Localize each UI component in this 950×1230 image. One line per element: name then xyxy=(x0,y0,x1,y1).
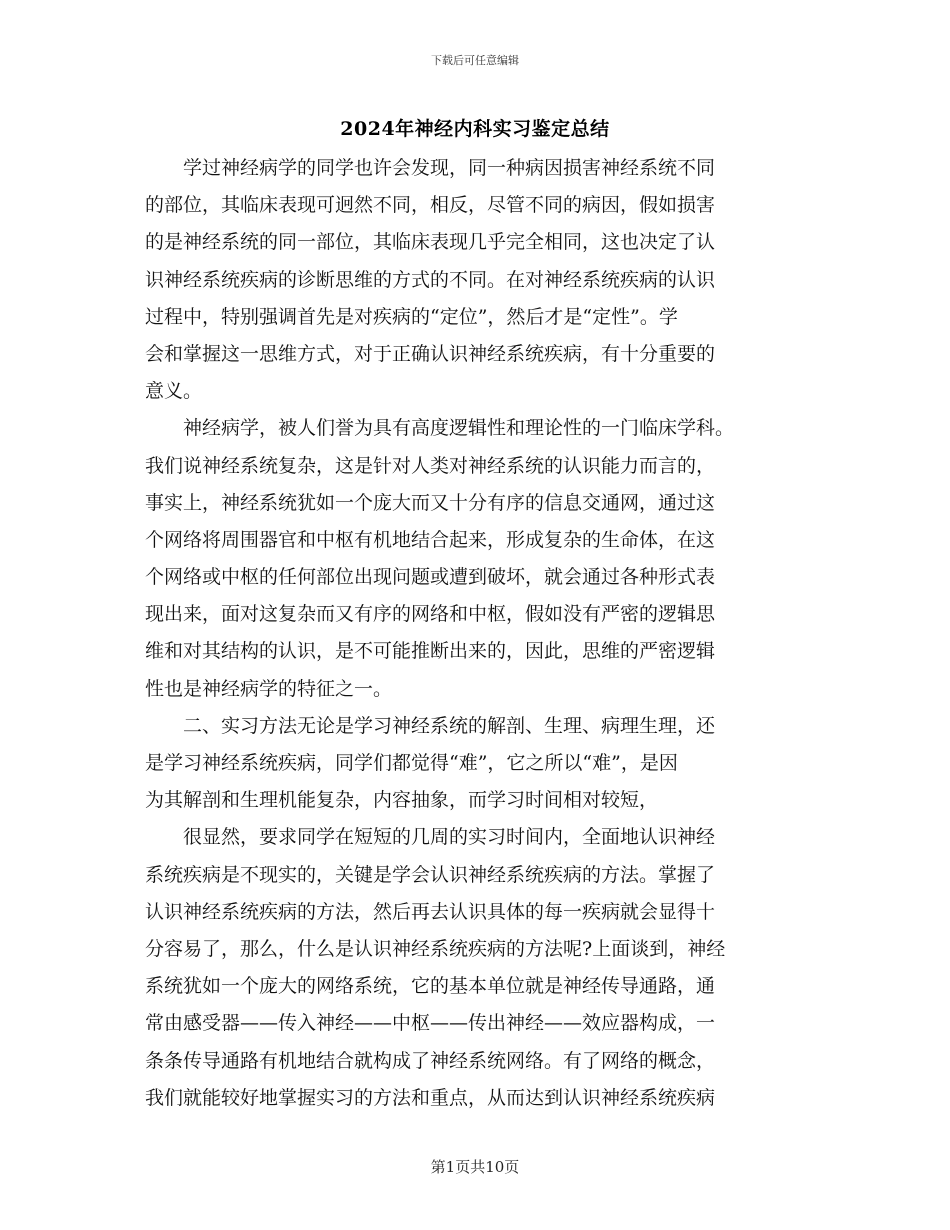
text-line: 维和对其结构的认识，是不可能推断出来的，因此，思维的严密逻辑 xyxy=(145,640,716,663)
text-line: 的部位，其临床表现可迥然不同，相反，尽管不同的病因，假如损害 xyxy=(145,194,716,217)
paragraph-1 xyxy=(145,150,805,410)
page-header-note: 下载后可任意编辑 xyxy=(431,54,519,67)
text-line: 意义。 xyxy=(145,380,203,403)
text-line: 会和掌握这一思维方式，对于正确认识神经系统疾病，有十分重要的 xyxy=(145,342,716,365)
paragraph-2 xyxy=(145,410,805,708)
text-line: 为其解剖和生理机能复杂，内容抽象，而学习时间相对较短， xyxy=(145,789,659,812)
text-line: 是学习神经系统疾病，同学们都觉得“难”，它之所以“难”，是因 xyxy=(145,752,678,774)
text-line: 个网络或中枢的任何部位出现问题或遭到破坏，就会通过各种形式表 xyxy=(145,566,716,589)
text-line: 常由感受器——传入神经——中枢——传出神经——效应器构成，一 xyxy=(145,1012,716,1035)
text-line: 认识神经系统疾病的方法，然后再去认识具体的每一疾病就会显得十 xyxy=(145,900,716,923)
text-line: 我们就能较好地掌握实习的方法和重点，从而达到认识神经系统疾病 xyxy=(145,1086,716,1109)
paragraph-4 xyxy=(145,819,805,1117)
text-line: 神经病学，被人们誉为具有高度逻辑性和理论性的一门临床学科。 xyxy=(183,417,735,440)
text-line: 现出来，面对这复杂而又有序的网络和中枢，假如没有严密的逻辑思 xyxy=(145,603,716,626)
text-line: 二、实习方法无论是学习神经系统的解剖、生理、病理生理，还 xyxy=(183,714,716,737)
text-line: 分容易了，那么，什么是认识神经系统疾病的方法呢?上面谈到，神经 xyxy=(145,937,726,960)
page-number: 第1页共10页 xyxy=(430,1158,520,1176)
text-line: 个网络将周围器官和中枢有机地结合起来，形成复杂的生命体，在这 xyxy=(145,528,716,551)
document-body xyxy=(145,150,805,1117)
text-line: 的是神经系统的同一部位，其临床表现几乎完全相同，这也决定了认 xyxy=(145,231,716,254)
text-line: 性也是神经病学的特征之一。 xyxy=(145,677,393,700)
text-line: 识神经系统疾病的诊断思维的方式的不同。在对神经系统疾病的认识 xyxy=(145,268,716,291)
text-line: 过程中，特别强调首先是对疾病的“定位”，然后才是“定性”。学 xyxy=(145,305,678,328)
text-line: 系统疾病是不现实的，关键是学会认识神经系统疾病的方法。掌握了 xyxy=(145,863,716,886)
paragraph-3 xyxy=(145,708,805,820)
text-line: 系统犹如一个庞大的网络系统，它的基本单位就是神经传导通路，通 xyxy=(145,975,716,998)
text-line: 学过神经病学的同学也许会发现，同一种病因损害神经系统不同 xyxy=(183,157,716,179)
text-line: 我们说神经系统复杂，这是针对人类对神经系统的认识能力而言的， xyxy=(145,454,716,477)
text-line: 条条传导通路有机地结合就构成了神经系统网络。有了网络的概念， xyxy=(145,1049,716,1072)
document-title: 2024年神经内科实习鉴定总结 xyxy=(340,118,610,140)
text-line: 很显然，要求同学在短短的几周的实习时间内，全面地认识神经 xyxy=(183,826,716,849)
text-line: 事实上，神经系统犹如一个庞大而又十分有序的信息交通网，通过这 xyxy=(145,491,716,514)
